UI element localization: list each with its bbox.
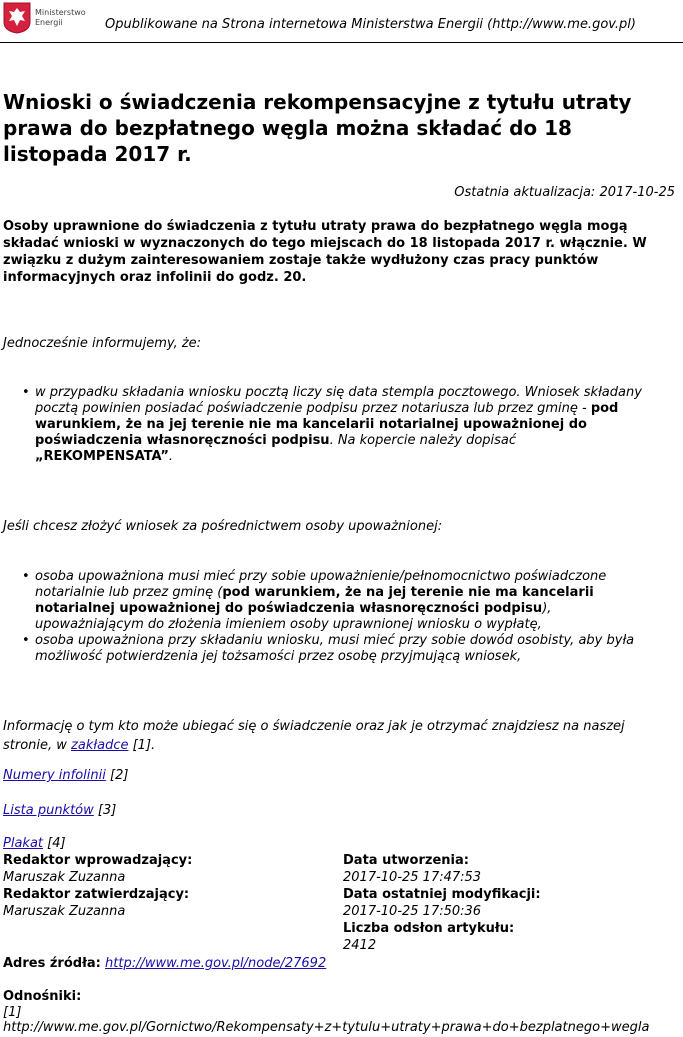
last-updated: Ostatnia aktualizacja: 2017-10-25 [454, 185, 675, 200]
approver-name: Maruszak Zuzanna [3, 904, 126, 919]
proxy-intro: Jeśli chcesz złożyć wniosek za pośrednictwem osoby upoważnionej: [3, 519, 443, 534]
zakladce-link[interactable]: zakładce [71, 738, 129, 753]
ref-url: http://www.me.gov.pl/Gornictwo/Rekompensaty+z+tytulu+utraty+prawa+do+bezplatnego+wegla [3, 1020, 650, 1035]
info-paragraph: Informację o tym kto może ubiegać się o świadczenie oraz jak je otrzymać znajdziesz na naszej stronie, w zakładce [1]. [3, 719, 625, 753]
source-line: Adres źródła: http://www.me.gov.pl/node/27692 [3, 956, 327, 971]
plakat-link[interactable]: Plakat [3, 836, 44, 851]
source-url-link[interactable]: http://www.me.gov.pl/node/27692 [105, 956, 327, 971]
ref-number: [1] [3, 1005, 22, 1020]
lista-punktow-link[interactable]: Lista punktów [3, 803, 94, 818]
article-title: Wnioski o świadczenia rekompensacyjne z tytułu utraty prawa do bezpłatnego węgla można składać do 18 listopada 2017 r. [3, 90, 632, 166]
created-value: 2017-10-25 17:47:53 [343, 870, 482, 885]
inform-intro: Jednocześnie informujemy, że: [3, 336, 202, 351]
refs-label: Odnośniki: [3, 989, 82, 1004]
published-on-line: Opublikowane na Strona internetowa Ministerstwa Energii (http://www.me.gov.pl) [105, 17, 636, 32]
created-label: Data utworzenia: [343, 853, 469, 868]
logo-text: Ministerstwo Energii [35, 8, 86, 27]
views-label: Liczba odsłon artykułu: [343, 921, 515, 936]
postal-info-list [22, 385, 652, 465]
editor-label: Redaktor wprowadzający: [3, 853, 193, 868]
views-value: 2412 [343, 938, 377, 953]
list-item: • osoba upoważniona przy składaniu wniosku, musi mieć przy sobie dowód osobisty, aby była możliwość potwierdzenia jej tożsamości przez osobę przyjmującą wniosek, [22, 633, 652, 665]
modified-value: 2017-10-25 17:50:36 [343, 904, 482, 919]
approver-label: Redaktor zatwierdzający: [3, 887, 190, 902]
government-emblem-icon [3, 2, 31, 38]
lead-paragraph: Osoby uprawnione do świadczenia z tytułu utraty prawa do bezpłatnego węgla mogą składać wnioski w wyznaczonych do tego miejscach do 18 listopada 2017 r. włącznie. W związku z dużym zainteresowaniem zostaje także wydłużony czas pracy punktów informacyjnych oraz infolinii do godz. 20. [3, 219, 647, 285]
lista-line: Lista punktów [3] [3, 803, 117, 818]
page-header [0, 0, 683, 43]
proxy-info-list [22, 569, 652, 665]
infolinii-line: Numery infolinii [2] [3, 768, 129, 783]
list-item: • w przypadku składania wniosku pocztą liczy się data stempla pocztowego. Wniosek składany pocztą powinien posiadać poświadczenie podpisu przez notariusza lub przez gminę - pod warunkiem, że na jej terenie nie ma kancelarii notarialnej upoważnionej do poświadczenia własnoręczności podpisu. Na kopercie należy dopisać „REKOMPENSATA”. [22, 385, 652, 465]
numery-infolinii-link[interactable]: Numery infolinii [3, 768, 106, 783]
list-item: • osoba upoważniona musi mieć przy sobie upoważnienie/pełnomocnictwo poświadczone notarialnie lub przez gminę (pod warunkiem, że na jej terenie nie ma kancelarii notarialnej upoważnionej do poświadczenia własnoręczności podpisu), upoważniającym do złożenia imieniem osoby uprawnionej wniosku o wypłatę, [22, 569, 652, 633]
plakat-line: Plakat [4] [3, 836, 66, 851]
editor-name: Maruszak Zuzanna [3, 870, 126, 885]
modified-label: Data ostatniej modyfikacji: [343, 887, 541, 902]
